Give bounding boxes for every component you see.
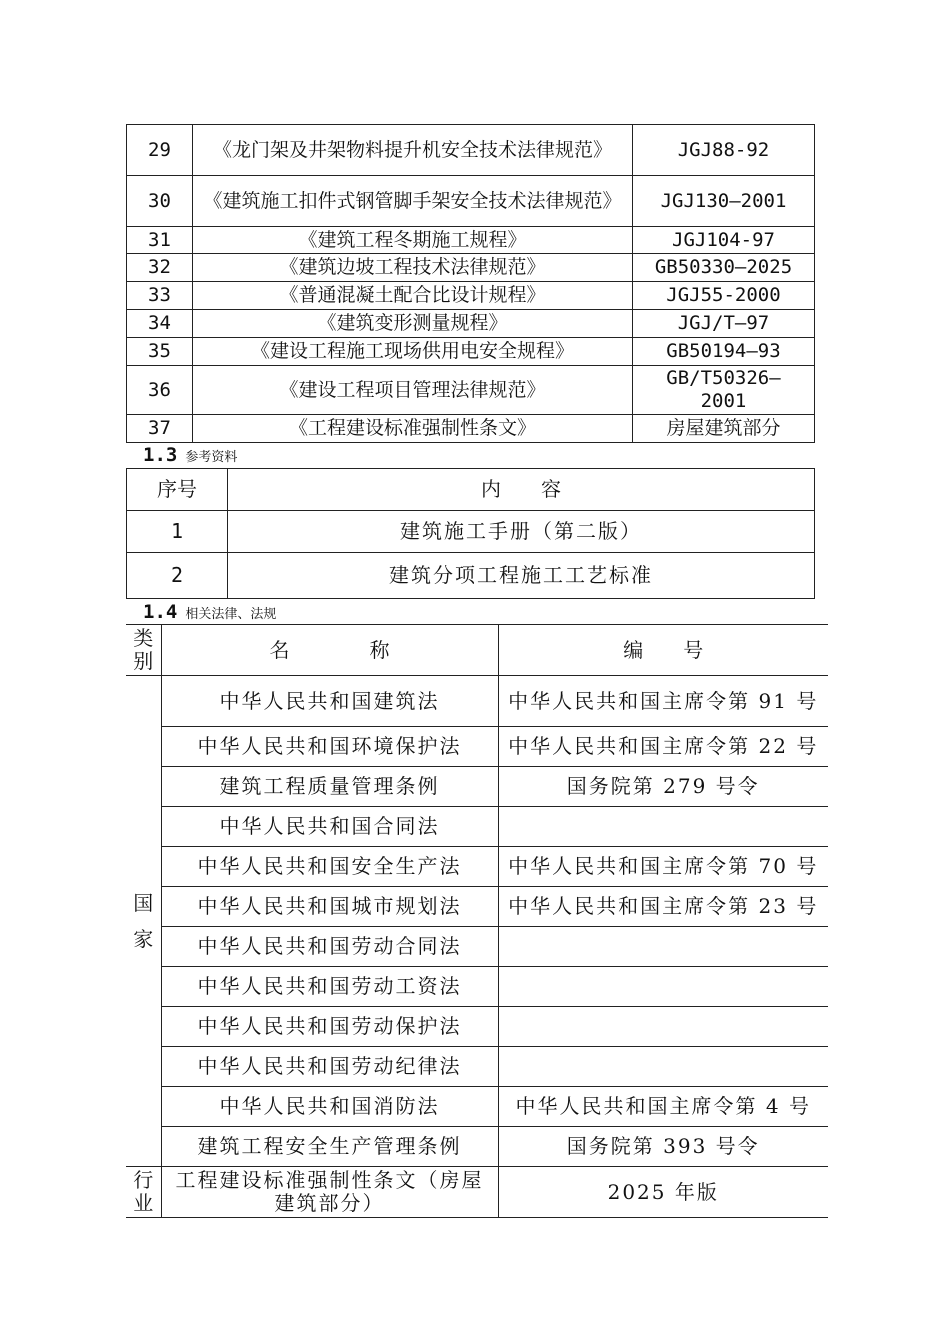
row-number: 36 bbox=[127, 366, 193, 415]
laws-table bbox=[126, 624, 828, 1218]
section-heading-1-3 bbox=[143, 444, 237, 466]
law-code bbox=[498, 967, 828, 1007]
law-name: 中华人民共和国安全生产法 bbox=[161, 847, 498, 887]
table-row bbox=[126, 887, 828, 927]
table-row bbox=[127, 227, 815, 254]
table-row bbox=[126, 1167, 828, 1218]
table-row bbox=[127, 176, 815, 227]
law-name: 建筑工程安全生产管理条例 bbox=[161, 1127, 498, 1167]
law-name: 工程建设标准强制性条文（房屋建筑部分） bbox=[161, 1167, 498, 1218]
section-title: 参考资料 bbox=[185, 450, 238, 465]
references-table bbox=[126, 468, 815, 599]
law-name: 中华人民共和国劳动纪律法 bbox=[161, 1047, 498, 1087]
row-number: 31 bbox=[127, 227, 193, 254]
row-number: 32 bbox=[127, 254, 193, 282]
row-number: 29 bbox=[127, 125, 193, 176]
header-content: 内 容 bbox=[228, 469, 815, 511]
standard-name: 《建筑施工扣件式钢管脚手架安全技术法律规范》 bbox=[193, 176, 633, 227]
table-row bbox=[127, 282, 815, 310]
row-number: 2 bbox=[127, 553, 228, 599]
row-number: 34 bbox=[127, 310, 193, 338]
law-code: 国务院第 279 号令 bbox=[498, 767, 828, 807]
table-row bbox=[126, 1127, 828, 1167]
table-row bbox=[127, 511, 815, 553]
section-heading-1-4 bbox=[143, 601, 276, 623]
law-code: 国务院第 393 号令 bbox=[498, 1127, 828, 1167]
table-row bbox=[126, 767, 828, 807]
table-row bbox=[127, 310, 815, 338]
header-code: 编 号 bbox=[498, 625, 828, 676]
header-name: 名 称 bbox=[161, 625, 498, 676]
standard-name: 《建筑边坡工程技术法律规范》 bbox=[193, 254, 633, 282]
section-title: 相关法律、法规 bbox=[185, 607, 277, 622]
table-row bbox=[126, 1087, 828, 1127]
standard-name: 《工程建设标准强制性条文》 bbox=[193, 415, 633, 443]
law-name: 中华人民共和国城市规划法 bbox=[161, 887, 498, 927]
standard-code: 房屋建筑部分 bbox=[633, 415, 815, 443]
standard-code: JGJ130—2001 bbox=[633, 176, 815, 227]
row-number: 37 bbox=[127, 415, 193, 443]
law-code bbox=[498, 1007, 828, 1047]
header-category bbox=[126, 625, 161, 676]
law-code: 中华人民共和国主席令第 70 号 bbox=[498, 847, 828, 887]
law-code: 中华人民共和国主席令第 91 号 bbox=[498, 676, 828, 727]
standard-name: 《龙门架及井架物料提升机安全技术法律规范》 bbox=[193, 125, 633, 176]
table-row bbox=[126, 1007, 828, 1047]
table-row bbox=[127, 125, 815, 176]
header-category-text: 类别 bbox=[133, 626, 154, 673]
law-name: 中华人民共和国环境保护法 bbox=[161, 727, 498, 767]
table-row bbox=[126, 727, 828, 767]
reference-content: 建筑分项工程施工工艺标准 bbox=[228, 553, 815, 599]
section-number: 1.3 bbox=[143, 444, 178, 466]
standard-code: GB50330—2025 bbox=[633, 254, 815, 282]
standards-table bbox=[126, 124, 815, 443]
law-name: 建筑工程质量管理条例 bbox=[161, 767, 498, 807]
row-number: 30 bbox=[127, 176, 193, 227]
table-row bbox=[127, 553, 815, 599]
table-row bbox=[127, 366, 815, 415]
law-name: 中华人民共和国建筑法 bbox=[161, 676, 498, 727]
law-name: 中华人民共和国劳动工资法 bbox=[161, 967, 498, 1007]
standard-name: 《建设工程施工现场供用电安全规程》 bbox=[193, 338, 633, 366]
category-national bbox=[126, 676, 174, 1167]
standard-code: GB50194—93 bbox=[633, 338, 815, 366]
law-code: 中华人民共和国主席令第 23 号 bbox=[498, 887, 828, 927]
law-code bbox=[498, 1047, 828, 1087]
law-code: 中华人民共和国主席令第 4 号 bbox=[498, 1087, 828, 1127]
standard-code: GB/T50326—2001 bbox=[633, 366, 815, 415]
standard-code: JGJ55-2000 bbox=[633, 282, 815, 310]
reference-content: 建筑施工手册（第二版） bbox=[228, 511, 815, 553]
table-row bbox=[126, 676, 828, 727]
table-header-row bbox=[126, 625, 828, 676]
law-name: 中华人民共和国劳动合同法 bbox=[161, 927, 498, 967]
law-code: 2025 年版 bbox=[498, 1167, 828, 1218]
table-row bbox=[126, 847, 828, 887]
row-number: 35 bbox=[127, 338, 193, 366]
table-row bbox=[126, 967, 828, 1007]
table-row bbox=[126, 927, 828, 967]
standard-name: 《建筑工程冬期施工规程》 bbox=[193, 227, 633, 254]
law-code bbox=[498, 927, 828, 967]
standard-name: 《建设工程项目管理法律规范》 bbox=[193, 366, 633, 415]
category-national-text: 国 家 bbox=[133, 891, 174, 951]
law-name: 中华人民共和国消防法 bbox=[161, 1087, 498, 1127]
table-row bbox=[126, 807, 828, 847]
category-industry-text: 行业 bbox=[133, 1168, 154, 1215]
standard-code: JGJ88-92 bbox=[633, 125, 815, 176]
law-name: 中华人民共和国合同法 bbox=[161, 807, 498, 847]
law-code: 中华人民共和国主席令第 22 号 bbox=[498, 727, 828, 767]
row-number: 1 bbox=[127, 511, 228, 553]
standard-name: 《建筑变形测量规程》 bbox=[193, 310, 633, 338]
table-header-row bbox=[127, 469, 815, 511]
header-no: 序号 bbox=[127, 469, 228, 511]
table-row bbox=[127, 415, 815, 443]
table-row bbox=[126, 1047, 828, 1087]
law-name: 中华人民共和国劳动保护法 bbox=[161, 1007, 498, 1047]
row-number: 33 bbox=[127, 282, 193, 310]
category-industry bbox=[126, 1167, 161, 1218]
table-row bbox=[127, 338, 815, 366]
standard-code: JGJ104-97 bbox=[633, 227, 815, 254]
table-row bbox=[127, 254, 815, 282]
law-code bbox=[498, 807, 828, 847]
standard-name: 《普通混凝土配合比设计规程》 bbox=[193, 282, 633, 310]
standard-code: JGJ/T—97 bbox=[633, 310, 815, 338]
section-number: 1.4 bbox=[143, 601, 178, 623]
